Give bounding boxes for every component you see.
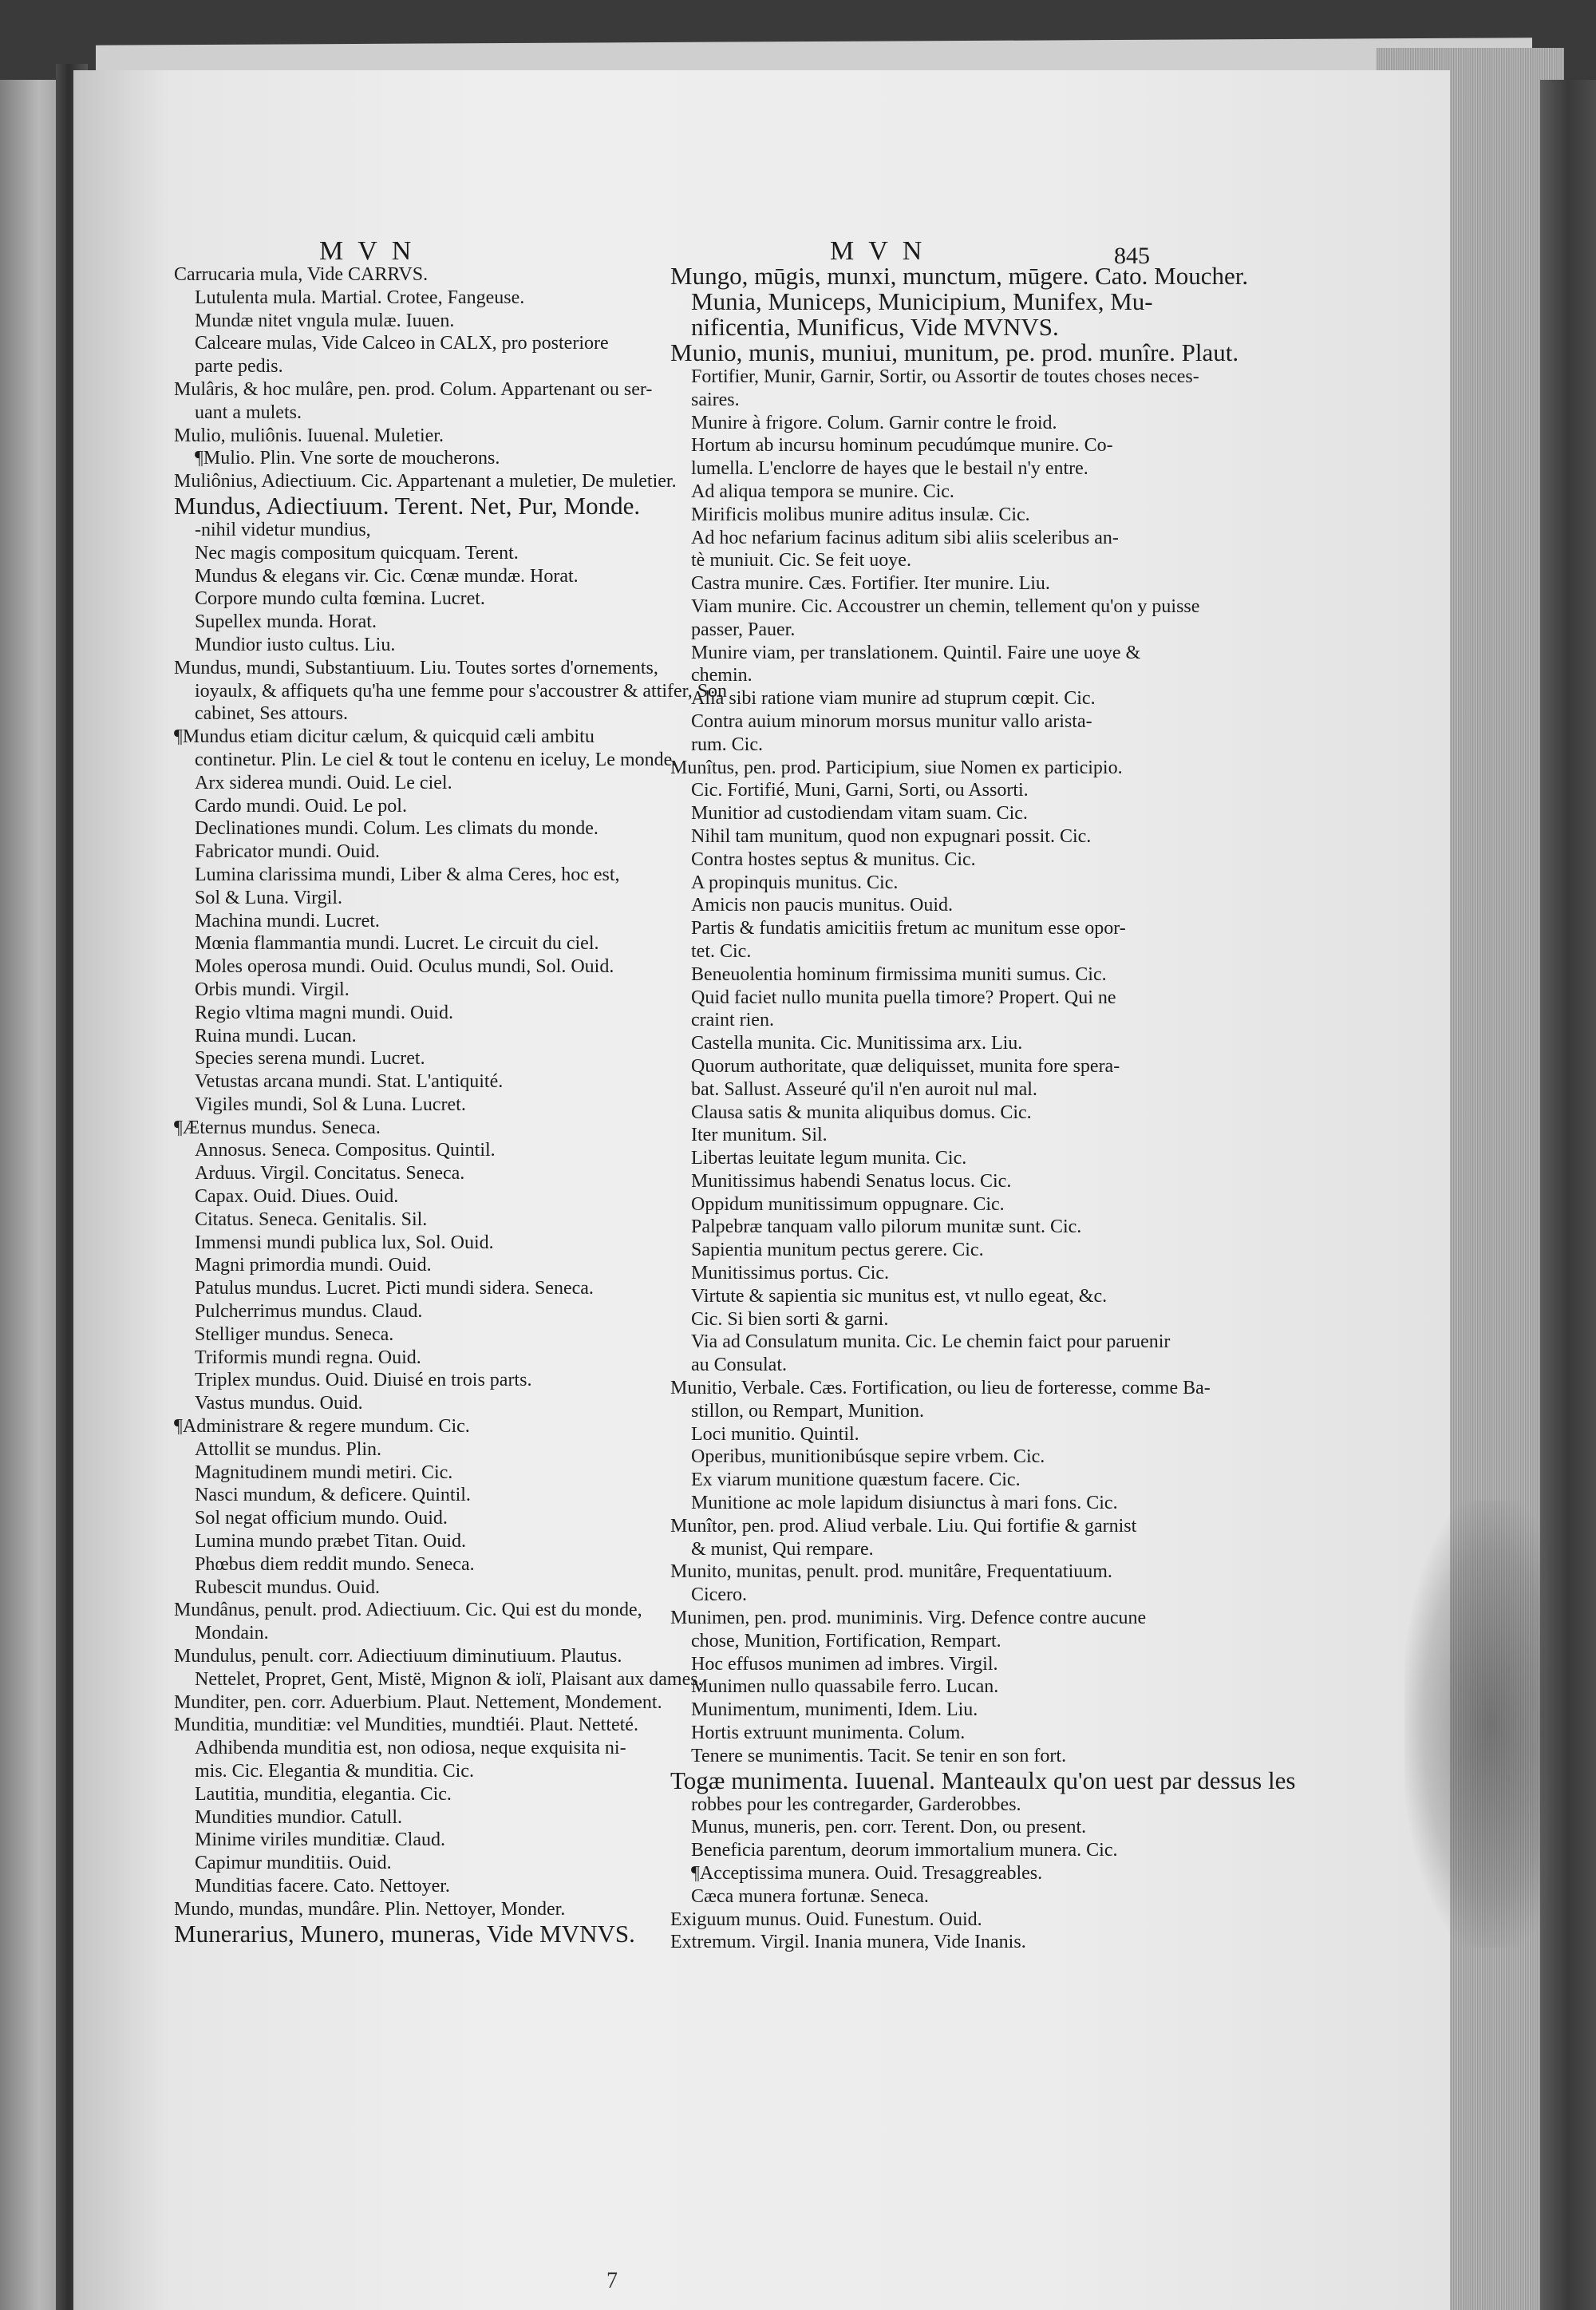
- entry-line: Ad aliqua tempora se munire. Cic.: [691, 481, 954, 502]
- entry-line: Moles operosa mundi. Ouid. Oculus mundi, Sol. Ouid.: [195, 956, 614, 978]
- entry-line: Loci munitio. Quintil.: [691, 1423, 859, 1445]
- entry-line: Iter munitum. Sil.: [691, 1125, 828, 1146]
- entry-line: ¶Mundus etiam dicitur cælum, & quicquid cæli ambitu: [174, 726, 595, 748]
- entry-line: Munerarius, Munero, muneras, Vide MVNVS.: [174, 1919, 635, 1948]
- entry-line: Mondain.: [195, 1623, 269, 1644]
- running-head-right: MVN: [830, 236, 937, 266]
- entry-line: rum. Cic.: [691, 734, 763, 755]
- entry-line: Sol & Luna. Virgil.: [195, 887, 343, 908]
- entry-line: Cic. Fortifié, Muni, Garni, Sorti, ou Assorti.: [691, 780, 1029, 801]
- entry-line: Extremum. Virgil. Inania munera, Vide Inanis.: [670, 1932, 1026, 1953]
- entry-line: Mundânus, penult. prod. Adiectiuum. Cic. Qui est du monde,: [174, 1600, 642, 1621]
- entry-line: Hoc effusos munimen ad imbres. Virgil.: [691, 1653, 998, 1675]
- entry-line: Triplex mundus. Ouid. Diuisé en trois parts.: [195, 1370, 532, 1391]
- entry-line: Munio, munis, muniui, munitum, pe. prod. munîre. Plaut.: [670, 338, 1239, 366]
- entry-line: Mundus, Adiectiuum. Terent. Net, Pur, Monde.: [174, 491, 641, 520]
- entry-line: ¶Acceptissima munera. Ouid. Tresaggreables.: [691, 1863, 1043, 1884]
- page-stain: [1404, 1501, 1548, 1948]
- entry-line: Contra hostes septus & munitus. Cic.: [691, 848, 976, 870]
- entry-line: chemin.: [691, 665, 753, 686]
- entry-line: Munia, Municeps, Municipium, Munifex, Mu-: [691, 287, 1153, 315]
- entry-line: Munitio, Verbale. Cæs. Fortification, ou lieu de forteresse, comme Ba-: [670, 1378, 1211, 1399]
- entry-line: Cic. Si bien sorti & garni.: [691, 1308, 889, 1330]
- entry-line: Annosus. Seneca. Compositus. Quintil.: [195, 1140, 496, 1161]
- entry-line: & munist, Qui rempare.: [691, 1538, 874, 1560]
- entry-line: chose, Munition, Fortification, Rempart.: [691, 1630, 1001, 1651]
- entry-line: Stelliger mundus. Seneca.: [195, 1323, 394, 1345]
- entry-line: Regio vltima magni mundi. Ouid.: [195, 1002, 453, 1023]
- entry-line: Contra auium minorum morsus munitur vallo arista-: [691, 710, 1092, 732]
- entry-line: Fabricator mundi. Ouid.: [195, 841, 380, 863]
- entry-line: Amicis non paucis munitus. Ouid.: [691, 895, 953, 916]
- entry-line: tè muniuit. Cic. Se feit uoye.: [691, 550, 911, 572]
- entry-line: passer, Pauer.: [691, 619, 796, 640]
- entry-line: parte pedis.: [195, 356, 283, 378]
- entry-line: Nec magis compositum quicquam. Terent.: [195, 542, 519, 564]
- entry-line: Quorum authoritate, quæ deliquisset, munita fore spera-: [691, 1055, 1120, 1077]
- entry-line: ¶Mulio. Plin. Vne sorte de moucherons.: [195, 448, 500, 469]
- page-number: 845: [1114, 243, 1150, 269]
- book-cover-edge: [1540, 80, 1596, 2310]
- entry-line: Sol negat officium mundo. Ouid.: [195, 1508, 448, 1529]
- entry-line: Carrucaria mula, Vide CARRVS.: [174, 264, 429, 285]
- entry-line: Clausa satis & munita aliquibus domus. Cic.: [691, 1102, 1032, 1123]
- entry-line: Castella munita. Cic. Munitissima arx. Liu.: [691, 1033, 1023, 1054]
- entry-line: Minime viriles munditiæ. Claud.: [195, 1829, 445, 1851]
- entry-line: Supellex munda. Horat.: [195, 611, 377, 633]
- entry-line: Hortis extruunt munimenta. Colum.: [691, 1723, 966, 1744]
- running-head-left: MVN: [319, 236, 426, 266]
- entry-line: Munus, muneris, pen. corr. Terent. Don, ou present.: [691, 1817, 1087, 1838]
- entry-line: Citatus. Seneca. Genitalis. Sil.: [195, 1208, 428, 1230]
- entry-line: Oppidum munitissimum oppugnare. Cic.: [691, 1193, 1005, 1215]
- entry-line: Machina mundi. Lucret.: [195, 910, 380, 932]
- entry-line: Immensi mundi publica lux, Sol. Ouid.: [195, 1232, 494, 1253]
- entry-line: Adhibenda munditia est, non odiosa, neque exquisita ni-: [195, 1738, 626, 1759]
- entry-line: Operibus, munitionibúsque sepire vrbem. Cic.: [691, 1446, 1045, 1468]
- entry-line: Orbis mundi. Virgil.: [195, 979, 350, 1000]
- entry-line: Calceare mulas, Vide Calceo in CALX, pro posteriore: [195, 333, 609, 354]
- entry-line: Mungo, mūgis, munxi, munctum, mūgere. Cato. Moucher.: [670, 262, 1249, 290]
- entry-line: Munire viam, per translationem. Quintil. Faire une uoye &: [691, 642, 1141, 663]
- footer-mark: 7: [606, 2268, 618, 2293]
- entry-line: Ad hoc nefarium facinus aditum sibi aliis sceleribus an-: [691, 527, 1119, 548]
- entry-line: Libertas leuitate legum munita. Cic.: [691, 1148, 967, 1169]
- entry-line: Munimen nullo quassabile ferro. Lucan.: [691, 1676, 999, 1698]
- entry-line: Mundus, mundi, Substantiuum. Liu. Toutes sortes d'ornements,: [174, 657, 658, 678]
- entry-line: saires.: [691, 389, 740, 410]
- entry-line: Mundior iusto cultus. Liu.: [195, 634, 396, 655]
- entry-line: Munditias facere. Cato. Nettoyer.: [195, 1875, 450, 1897]
- entry-line: Mœnia flammantia mundi. Lucret. Le circuit du ciel.: [195, 933, 599, 955]
- entry-line: Corpore mundo culta fœmina. Lucret.: [195, 588, 485, 610]
- entry-line: Nihil tam munitum, quod non expugnari possit. Cic.: [691, 825, 1092, 847]
- entry-line: Lautitia, munditia, elegantia. Cic.: [195, 1783, 452, 1805]
- entry-line: uant a mulets.: [195, 401, 302, 423]
- entry-line: Cicero.: [691, 1584, 747, 1606]
- entry-line: continetur. Plin. Le ciel & tout le contenu en iceluy, Le monde.: [195, 749, 678, 770]
- entry-line: ¶Administrare & regere mundum. Cic.: [174, 1416, 470, 1438]
- entry-line: Capax. Ouid. Diues. Ouid.: [195, 1186, 399, 1208]
- entry-line: Pulcherrimus mundus. Claud.: [195, 1301, 423, 1323]
- entry-line: Mundities mundior. Catull.: [195, 1806, 403, 1828]
- entry-line: Munîtus, pen. prod. Participium, siue Nomen ex participio.: [670, 757, 1123, 778]
- entry-line: Nasci mundum, & deficere. Quintil.: [195, 1485, 471, 1506]
- entry-line: Vastus mundus. Ouid.: [195, 1393, 363, 1414]
- entry-line: tet. Cic.: [691, 940, 752, 962]
- entry-line: Vigiles mundi, Sol & Luna. Lucret.: [195, 1094, 466, 1115]
- entry-line: A propinquis munitus. Cic.: [691, 872, 899, 893]
- entry-line: Munitissimus habendi Senatus locus. Cic.: [691, 1170, 1012, 1192]
- entry-line: Ruina mundi. Lucan.: [195, 1025, 357, 1046]
- entry-line: Munitior ad custodiendam vitam suam. Cic.: [691, 803, 1028, 825]
- entry-line: au Consulat.: [691, 1355, 787, 1376]
- entry-line: Muliônius, Adiectiuum. Cic. Appartenant a muletier, De muletier.: [174, 471, 677, 492]
- entry-line: Munito, munitas, penult. prod. munitâre, Frequentatiuum.: [670, 1561, 1112, 1583]
- entry-line: Mulâris, & hoc mulâre, pen. prod. Colum. Appartenant ou ser-: [174, 378, 653, 400]
- entry-line: Ex viarum munitione quæstum facere. Cic.: [691, 1469, 1021, 1491]
- entry-line: Partis & fundatis amicitiis fretum ac munitum esse opor-: [691, 918, 1126, 939]
- entry-line: Mundus & elegans vir. Cic. Cœnæ mundæ. Horat.: [195, 565, 579, 587]
- entry-line: Vetustas arcana mundi. Stat. L'antiquité.: [195, 1071, 504, 1093]
- entry-line: Munditia, munditiæ: vel Mundities, mundtiéi. Plaut. Netteté.: [174, 1715, 638, 1736]
- entry-line: robbes pour les contregarder, Garderobbes.: [691, 1794, 1021, 1815]
- entry-line: Cæca munera fortunæ. Seneca.: [691, 1885, 929, 1907]
- entry-line: Magnitudinem mundi metiri. Cic.: [195, 1462, 453, 1483]
- entry-line: Lutulenta mula. Martial. Crotee, Fangeuse.: [195, 287, 525, 308]
- entry-line: Palpebræ tanquam vallo pilorum munitæ sunt. Cic.: [691, 1216, 1082, 1238]
- entry-line: Hortum ab incursu hominum pecudúmque munire. Co-: [691, 435, 1113, 457]
- entry-line: Species serena mundi. Lucret.: [195, 1048, 425, 1070]
- entry-line: Mirificis molibus munire aditus insulæ. Cic.: [691, 504, 1030, 525]
- entry-line: Beneuolentia hominum firmissima muniti sumus. Cic.: [691, 963, 1107, 985]
- entry-line: Sapientia munitum pectus gerere. Cic.: [691, 1240, 984, 1261]
- entry-line: Quid faciet nullo munita puella timore? Propert. Qui ne: [691, 987, 1116, 1008]
- entry-line: -nihil videtur mundius,: [195, 519, 371, 540]
- entry-line: Lumina clarissima mundi, Liber & alma Ceres, hoc est,: [195, 864, 620, 885]
- entry-line: Attollit se mundus. Plin.: [195, 1438, 382, 1460]
- entry-line: Togæ munimenta. Iuuenal. Manteaulx qu'on uest par dessus les: [670, 1766, 1296, 1794]
- entry-line: Cardo mundi. Ouid. Le pol.: [195, 795, 407, 817]
- entry-line: Mulio, muliônis. Iuuenal. Muletier.: [174, 425, 444, 446]
- entry-line: ¶Æternus mundus. Seneca.: [174, 1117, 381, 1138]
- entry-line: Exiguum munus. Ouid. Funestum. Ouid.: [670, 1909, 982, 1930]
- entry-line: Magni primordia mundi. Ouid.: [195, 1255, 432, 1276]
- entry-line: Capimur munditiis. Ouid.: [195, 1853, 392, 1874]
- entry-line: Munitissimus portus. Cic.: [691, 1263, 890, 1284]
- entry-line: Munîtor, pen. prod. Aliud verbale. Liu. Qui fortifie & garnist: [670, 1515, 1137, 1537]
- entry-line: ioyaulx, & affiquets qu'ha une femme pour s'accoustrer & attifer, Son: [195, 680, 728, 702]
- entry-line: Fortifier, Munir, Garnir, Sortir, ou Assortir de toutes choses neces-: [691, 366, 1199, 387]
- entry-line: bat. Sallust. Asseuré qu'il n'en auroit nul mal.: [691, 1078, 1037, 1100]
- entry-line: Beneficia parentum, deorum immortalium munera. Cic.: [691, 1840, 1118, 1861]
- entry-line: Phœbus diem reddit mundo. Seneca.: [195, 1553, 475, 1575]
- right-column: [670, 262, 1296, 1954]
- entry-line: Lumina mundo præbet Titan. Ouid.: [195, 1531, 467, 1553]
- entry-line: Munimen, pen. prod. muniminis. Virg. Defence contre aucune: [670, 1608, 1147, 1629]
- entry-line: Declinationes mundi. Colum. Les climats du monde.: [195, 818, 598, 840]
- entry-line: Viam munire. Cic. Accoustrer un chemin, tellement qu'on y puisse: [691, 595, 1200, 617]
- entry-line: Munitione ac mole lapidum disiunctus à mari fons. Cic.: [691, 1493, 1118, 1514]
- entry-line: lumella. L'enclorre de hayes que le bestail n'y entre.: [691, 458, 1088, 480]
- entry-line: Rubescit mundus. Ouid.: [195, 1576, 380, 1598]
- entry-line: Arx siderea mundi. Ouid. Le ciel.: [195, 772, 452, 793]
- entry-line: Castra munire. Cæs. Fortifier. Iter munire. Liu.: [691, 573, 1050, 595]
- entry-line: Munimentum, munimenti, Idem. Liu.: [691, 1699, 978, 1721]
- entry-line: Patulus mundus. Lucret. Picti mundi sidera. Seneca.: [195, 1278, 594, 1299]
- entry-line: cabinet, Ses attours.: [195, 703, 348, 725]
- entry-line: Nettelet, Propret, Gent, Mistë, Mignon & iolï, Plaisant aux dames.: [195, 1668, 703, 1690]
- entry-line: mis. Cic. Elegantia & munditia. Cic.: [195, 1761, 474, 1782]
- entry-line: Munditer, pen. corr. Aduerbium. Plaut. Nettement, Mondement.: [174, 1691, 662, 1713]
- entry-line: stillon, ou Rempart, Munition.: [691, 1400, 924, 1422]
- entry-line: Mundo, mundas, mundâre. Plin. Nettoyer, Monder.: [174, 1898, 566, 1920]
- entry-line: Arduus. Virgil. Concitatus. Seneca.: [195, 1163, 465, 1185]
- entry-line: Alia sibi ratione viam munire ad stuprum cœpit. Cic.: [691, 688, 1096, 710]
- entry-line: Via ad Consulatum munita. Cic. Le chemin faict pour paruenir: [691, 1331, 1171, 1353]
- entry-line: Mundulus, penult. corr. Adiectiuum diminutiuum. Plautus.: [174, 1646, 622, 1667]
- entry-line: Triformis mundi regna. Ouid.: [195, 1347, 421, 1368]
- entry-line: Tenere se munimentis. Tacit. Se tenir en son fort.: [691, 1745, 1067, 1766]
- entry-line: nificentia, Munificus, Vide MVNVS.: [691, 313, 1059, 341]
- entry-line: Munire à frigore. Colum. Garnir contre le froid.: [691, 412, 1057, 433]
- entry-line: Mundæ nitet vngula mulæ. Iuuen.: [195, 310, 455, 331]
- entry-line: craint rien.: [691, 1010, 774, 1031]
- entry-line: Virtute & sapientia sic munitus est, vt nullo egeat, &c.: [691, 1285, 1108, 1307]
